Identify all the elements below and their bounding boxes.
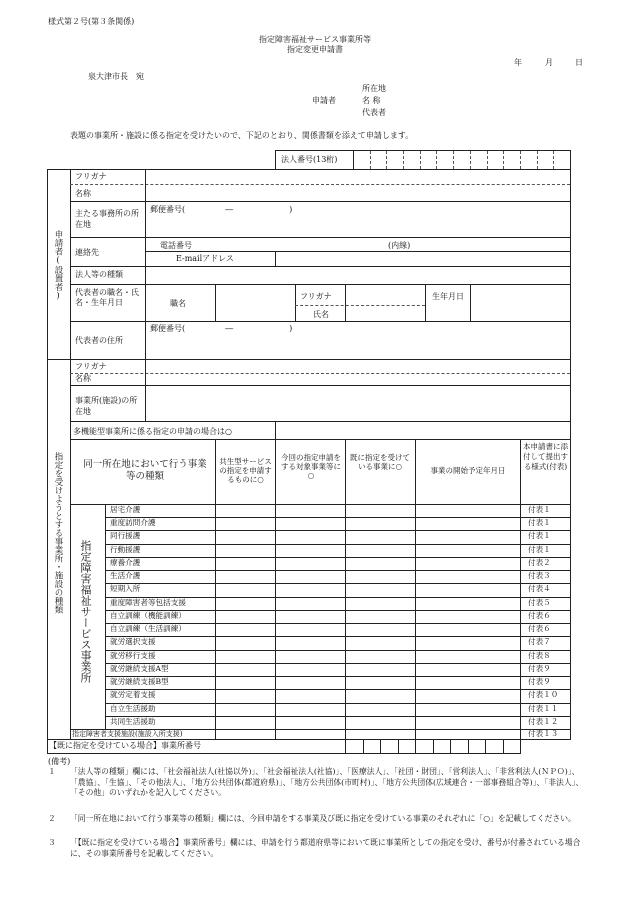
service-name: 療養介護 [110, 557, 141, 567]
phone-label: 電話番号 [160, 241, 192, 250]
existing-number-cell-divider [398, 739, 399, 754]
applicant-name-label-row: 名称 [75, 189, 91, 198]
existing-number-cell-divider [363, 739, 364, 754]
support-facility-form: 付表１３ [528, 729, 559, 738]
existing-number-cell-divider [450, 739, 451, 754]
service-attach-form: 付表２ [528, 557, 551, 567]
service-name: 同行援護 [110, 531, 141, 541]
service-name: 就労継続支援B型 [110, 677, 169, 687]
service-attach-form: 付表１ [528, 544, 551, 554]
service-attach-form: 付表１１ [528, 703, 559, 713]
note-number: ３ [48, 838, 56, 847]
applicant-location-label: 所在地 [362, 84, 386, 93]
service-name: 就労選択支援 [110, 637, 156, 647]
service-attach-form: 付表４ [528, 584, 551, 594]
existing-number-cell-divider [415, 739, 416, 754]
service-name: 就労定着支援 [110, 690, 156, 700]
service-name: 短期入所 [110, 584, 141, 594]
rep-furigana-label: フリガナ [300, 292, 332, 301]
existing-number-cell-divider [345, 739, 346, 754]
col-shared-header: 共生型サービスの指定を申請するものに○ [219, 457, 272, 484]
corp-number-cell-divider [386, 151, 387, 169]
col-target-header: 今回の指定申請をする対象事業等に○ [281, 453, 341, 480]
form-id: 様式第２号(第３条関係) [48, 17, 135, 26]
email-label: E-mailアドレス [176, 254, 234, 263]
subtitle: 指定変更申請書 [287, 45, 343, 54]
service-attach-form: 付表７ [528, 637, 551, 647]
main-office-label: 主たる事務所の所在地 [75, 209, 139, 229]
col-types-header: 同一所在地において行う事業等の種類 [83, 459, 207, 482]
note-text: 「【既に指定を受けている場合】事業所番号」欄には、申請を行う都道府県等において既に事業所としての指定を受け、番号が付番されている場合に、その事業所番号を記載してください。 [70, 838, 581, 858]
corp-number-cell-divider [487, 151, 488, 169]
service-attach-form: 付表５ [528, 597, 551, 607]
corp-number-cell-divider [537, 151, 538, 169]
note-text: 「法人等の種類」欄には、「社会福祉法人(社協以外)」、「社会福祉法人(社協)」、「医療法人」、「社団・財団」、「営利法人」、「非営利法人(ＮＰＯ)」、「農協」、「生協」、「その他法人」、「地方公共団体(都道府県)」、「地方公共団体(市町村)」、「地方公共団体(広域連合・一部事務組合等)」、「非法人」、「その他」のいずれかを記入してください。 [70, 767, 584, 797]
facility-furigana-label: フリガナ [75, 362, 107, 371]
facility-location-label: 事業所(施設)の所在地 [75, 396, 138, 416]
birth-label: 生年月日 [432, 292, 464, 301]
position-label: 職名 [170, 299, 186, 308]
corp-number-cell-divider [553, 151, 554, 169]
ext-label: (内線) [388, 241, 411, 250]
intro-text: 表題の事業所・施設に係る指定を受けたいので、下記のとおり、関係書類を添えて申請します。 [70, 131, 414, 140]
applicant-name-label: 名 称 [362, 96, 381, 105]
service-attach-form: 付表１ [528, 505, 551, 514]
corp-number-cell-divider [453, 151, 454, 169]
service-attach-form: 付表３ [528, 571, 551, 581]
notes-heading: (備考) [48, 757, 71, 766]
rep-name-label: 氏名 [313, 310, 329, 319]
corp-number-cell-divider [403, 151, 404, 169]
applicant-furigana-label: フリガナ [75, 172, 107, 181]
service-name: 行動援護 [110, 544, 141, 554]
service-name: 共同生活援助 [110, 716, 156, 726]
existing-number-cell-divider [380, 739, 381, 754]
service-attach-form: 付表９ [528, 677, 551, 687]
facility-name-label: 名称 [75, 374, 91, 383]
service-attach-form: 付表８ [528, 650, 551, 660]
service-name: 自立訓練（機能訓練） [110, 610, 186, 620]
applicant-side-label: 申請者(設置者) [53, 230, 63, 301]
facility-side-label: 指定を受けようとする事業所・施設の種類 [53, 452, 63, 614]
service-attach-form: 付表６ [528, 610, 551, 620]
col-existing-header: 既に指定を受けている事業に○ [350, 453, 410, 471]
note-number: １ [48, 767, 56, 776]
service-name: 自立生活援助 [110, 703, 156, 713]
applicant-label: 申請者 [312, 96, 336, 105]
rep-address-postal: 郵便番号( ― ) [150, 324, 293, 333]
service-name: 就労継続支援A型 [110, 663, 169, 673]
note-text: 「同一所在地において行う事業等の種類」欄には、今回申請をする事業及び既に指定を受けている事業のそれぞれに「○」を記載してください。 [70, 814, 576, 823]
service-attach-form: 付表１０ [528, 690, 559, 700]
service-name: 自立訓練（生活訓練） [110, 624, 186, 634]
title: 指定障害福祉サービス事業所等 [259, 35, 371, 44]
corp-number-cell-divider [420, 151, 421, 169]
support-facility-label: 指定障害者支援施設(施設入所支援) [72, 730, 183, 738]
col-attach-header: 本申請書に添付して提出する様式(付表) [523, 442, 568, 471]
existing-number-cell-divider [503, 739, 504, 754]
multi-function-label: 多機能型事業所に係る指定の申請の場合は○ [73, 427, 232, 436]
main-office-postal: 郵便番号( ― ) [150, 205, 293, 214]
corp-number-label: 法人番号(13桁) [281, 155, 338, 164]
corp-number-cell-divider [503, 151, 504, 169]
service-attach-form: 付表１２ [528, 716, 559, 726]
service-attach-form: 付表６ [528, 624, 551, 634]
corp-number-cell-divider [370, 151, 371, 169]
service-attach-form: 付表１ [528, 531, 551, 541]
corp-type-label: 法人等の種類 [75, 270, 123, 279]
date-day: 日 [575, 58, 583, 67]
note-number: ２ [48, 814, 56, 823]
applicant-rep-label: 代表者 [362, 108, 386, 117]
existing-number-cell-divider [468, 739, 469, 754]
service-name: 生活介護 [110, 571, 141, 581]
rep-title-label: 代表者の職名・氏名・生年月日 [75, 288, 139, 307]
existing-number-cell-divider [433, 739, 434, 754]
corp-number-cell-divider [470, 151, 471, 169]
addressee: 泉大津市長 宛 [88, 72, 144, 81]
corp-number-cell-divider [520, 151, 521, 169]
corp-number-cell-divider [436, 151, 437, 169]
date-month: 月 [545, 58, 553, 67]
col-start-header: 事業の開始予定年月日 [430, 466, 506, 475]
service-name: 重度障害者等包括支援 [110, 597, 186, 607]
service-attach-form: 付表１ [528, 518, 551, 528]
existing-number-cell-divider [520, 739, 521, 754]
existing-number-cell-divider [485, 739, 486, 754]
service-group-label: 指定障害福祉サービス事業所 [79, 540, 92, 683]
rep-address-label: 代表者の住所 [75, 336, 123, 345]
service-attach-form: 付表９ [528, 663, 551, 673]
service-name: 重度訪問介護 [110, 518, 156, 528]
contact-label: 連絡先 [75, 248, 99, 257]
service-name: 就労移行支援 [110, 650, 156, 660]
date-year: 年 [514, 58, 522, 67]
existing-number-label: 【既に指定を受けている場合】事業所番号 [49, 741, 201, 750]
service-name: 居宅介護 [110, 505, 141, 514]
